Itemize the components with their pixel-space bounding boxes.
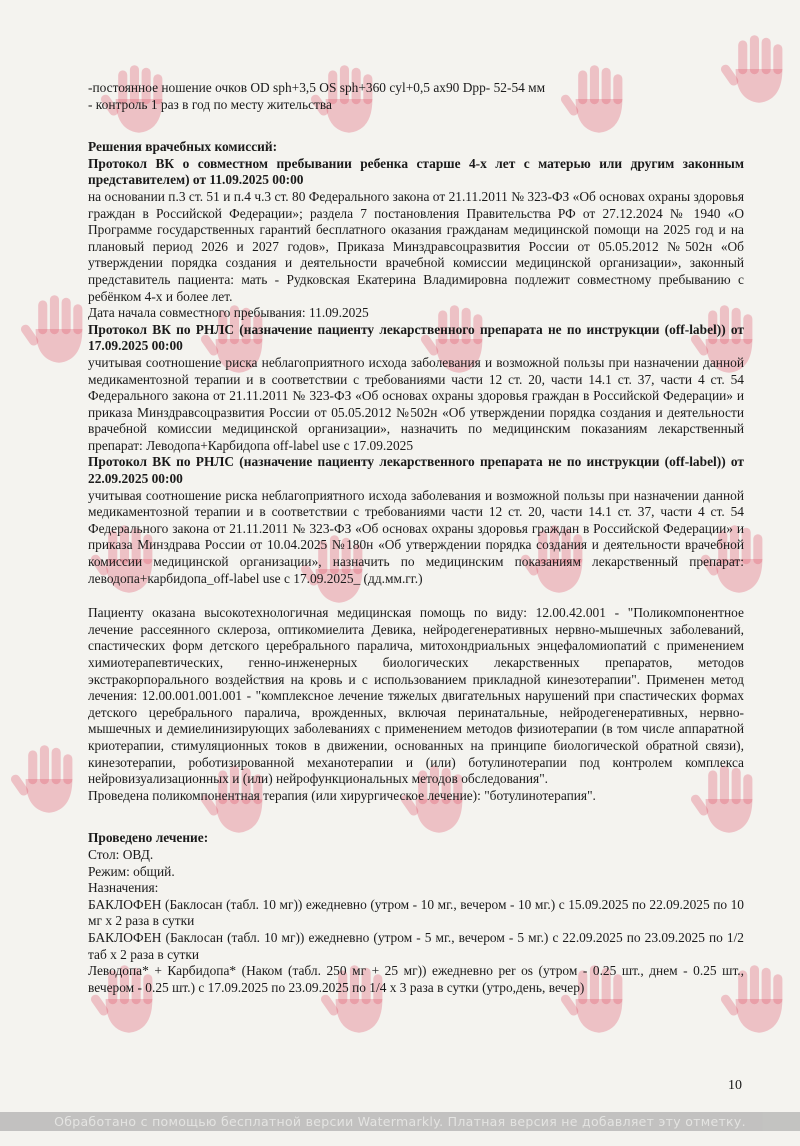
prescriptions-label: Назначения: [88, 880, 159, 896]
protocol-body: на основании п.3 ст. 51 и п.4 ч.3 ст. 80 Федерального закона от 21.11.2011 № 323-ФЗ «Об основах охраны здоровья граждан в Российской Федерации»; раздела 7 постановления Правительства РФ от 27.12.2024 № 1940 «О Программе государственных гарантий бесплатного оказания гражданам медицинской помощи на 2025 год и на плановый период 2026 и 2027 годов», Приказа Минздравсоцразвития России от 05.05.2012 №502н «Об утверждении порядка создания и деятельности врачебной комиссии медицинской организации», законный представитель пациента: мать - Рудковская Екатерина Владимировна подлежит совместному пребыванию с ребёнком 4-х и более лет. [88, 188, 744, 304]
watermark-footer-note: Обработано с помощью бесплатной версии Watermarkly. Платная версия не добавляет эту отметку. [0, 1112, 800, 1131]
prescription-item: БАКЛОФЕН (Баклосан (табл. 10 мг)) ежедневно (утром - 10 мг., вечером - 10 мг.) с 15.09.2025 по 22.09.2025 по 10 мг х 2 раза в сутки [88, 896, 744, 929]
document-page [88, 80, 744, 996]
text-line: - контроль 1 раз в год по месту жительства [88, 96, 332, 112]
treatment-heading: Проведено лечение: [88, 830, 209, 846]
hand-watermark-icon [20, 290, 98, 368]
protocol-title: Протокол ВК по РНЛС (назначение пациенту лекарственного препарата не по инструкции (off-label)) от 22.09.2025 00:00 [88, 454, 744, 487]
prescription-item: Леводопа* + Карбидопа* (Наком (табл. 250 мг + 25 мг)) ежедневно per os (утром - 0.25 шт., днем - 0.25 шт., вечером - 0.25 шт.) с 17.09.2025 по 23.09.2025 по 1/4 х 3 раза в сутки (утро,день, вечер) [88, 963, 744, 995]
diet-line: Стол: ОВД. [88, 846, 154, 862]
hitech-therapy: Проведена поликомпонентная терапия (или хирургическое лечение): "ботулинотерапия". [88, 787, 596, 803]
protocol-body: учитывая соотношение риска неблагоприятного исхода заболевания и возможной пользы при назначении данной медикаментозной терапии и в соответствии с требованиями части 12 ст. 20, части 14.1 ст. 37, части 4 ст. 54 Федерального закона от 21.11.2011 № 323-ФЗ «Об основах охраны здоровья граждан в Российской Федерации» и приказа Минздравсоцразвития России от 05.05.2012 №502н «Об утверждении порядка создания и деятельности врачебной комиссии медицинской организации», назначить по медицинским показаниям лекарственный препарат: Леводопа+Карбидопа off-label use с 17.09.2025 [88, 354, 744, 453]
prescription-item: БАКЛОФЕН (Баклосан (табл. 10 мг)) ежедневно (утром - 5 мг., вечером - 5 мг.) с 22.09.2025 по 23.09.2025 по 1/2 таб х 2 раза в сутки [88, 929, 744, 962]
page-number: 10 [728, 1078, 742, 1093]
hand-watermark-icon [10, 740, 88, 818]
text-line: -постоянное ношение очков OD sph+3,5 OS sph+360 cyl+0,5 ax90 Dpp- 52-54 мм [88, 80, 546, 95]
protocol-title: Протокол ВК о совместном пребывании ребенка старше 4-х лет с матерью или другим законным представителем) от 11.09.2025 00:00 [88, 155, 744, 188]
protocol-body: учитывая соотношение риска неблагоприятного исхода заболевания и возможной пользы при назначении данной медикаментозной терапии и в соответствии с требованиями части 12 ст. 20, части 14.1 ст. 37, части 4 ст. 54 Федерального закона от 21.11.2011 № 323-ФЗ «Об основах охраны здоровья граждан в Российской Федерации» и приказа Минздрава России от 10.04.2025 №180н «Об утверждении порядка создания и деятельности врачебной комиссии медицинской организации», назначить по медицинским показаниям лекарственный препарат: леводопа+карбидопа_off-label use с 17.09.2025_ (дд.мм.гг.) [88, 487, 744, 586]
regime-line: Режим: общий. [88, 863, 175, 879]
commissions-heading: Решения врачебных комиссий: [88, 139, 278, 155]
protocol-date: Дата начала совместного пребывания: 11.09.2025 [88, 305, 369, 321]
protocol-title: Протокол ВК по РНЛС (назначение пациенту лекарственного препарата не по инструкции (off-label)) от 17.09.2025 00:00 [88, 321, 744, 354]
hitech-paragraph: Пациенту оказана высокотехнологичная медицинская помощь по виду: 12.00.42.001 - "Поликомпонентное лечение рассеянного склероза, оптикомиелита Девика, нейродегенеративных нервно-мышечных заболеваний, спастических форм детского церебрального паралича, митохондриальных энцефаломиопатий с применением химиотерапевтических, генно-инженерных биологических лекарственных препаратов, методов экстракорпорального воздействия на кровь и с использованием прикладной кинезотерапии". Применен метод лечения: 12.00.001.001.001 - "комплексное лечение тяжелых двигательных нарушений при спастических формах детского церебрального паралича, врожденных, включая перинатальные, нейродегенеративных, нервно-мышечных и демиелинизирующих заболеваниях с применением методов физиотерапии (в том числе аппаратной криотерапии, стимуляционных токов в движении, основанных на принципе биологической обратной связи), кинезотерапии, роботизированной механотерапии и (или) ботулинотерапии под контролем комплекса нейровизуализационных и (или) нейрофункциональных методов обследования". [88, 605, 744, 787]
